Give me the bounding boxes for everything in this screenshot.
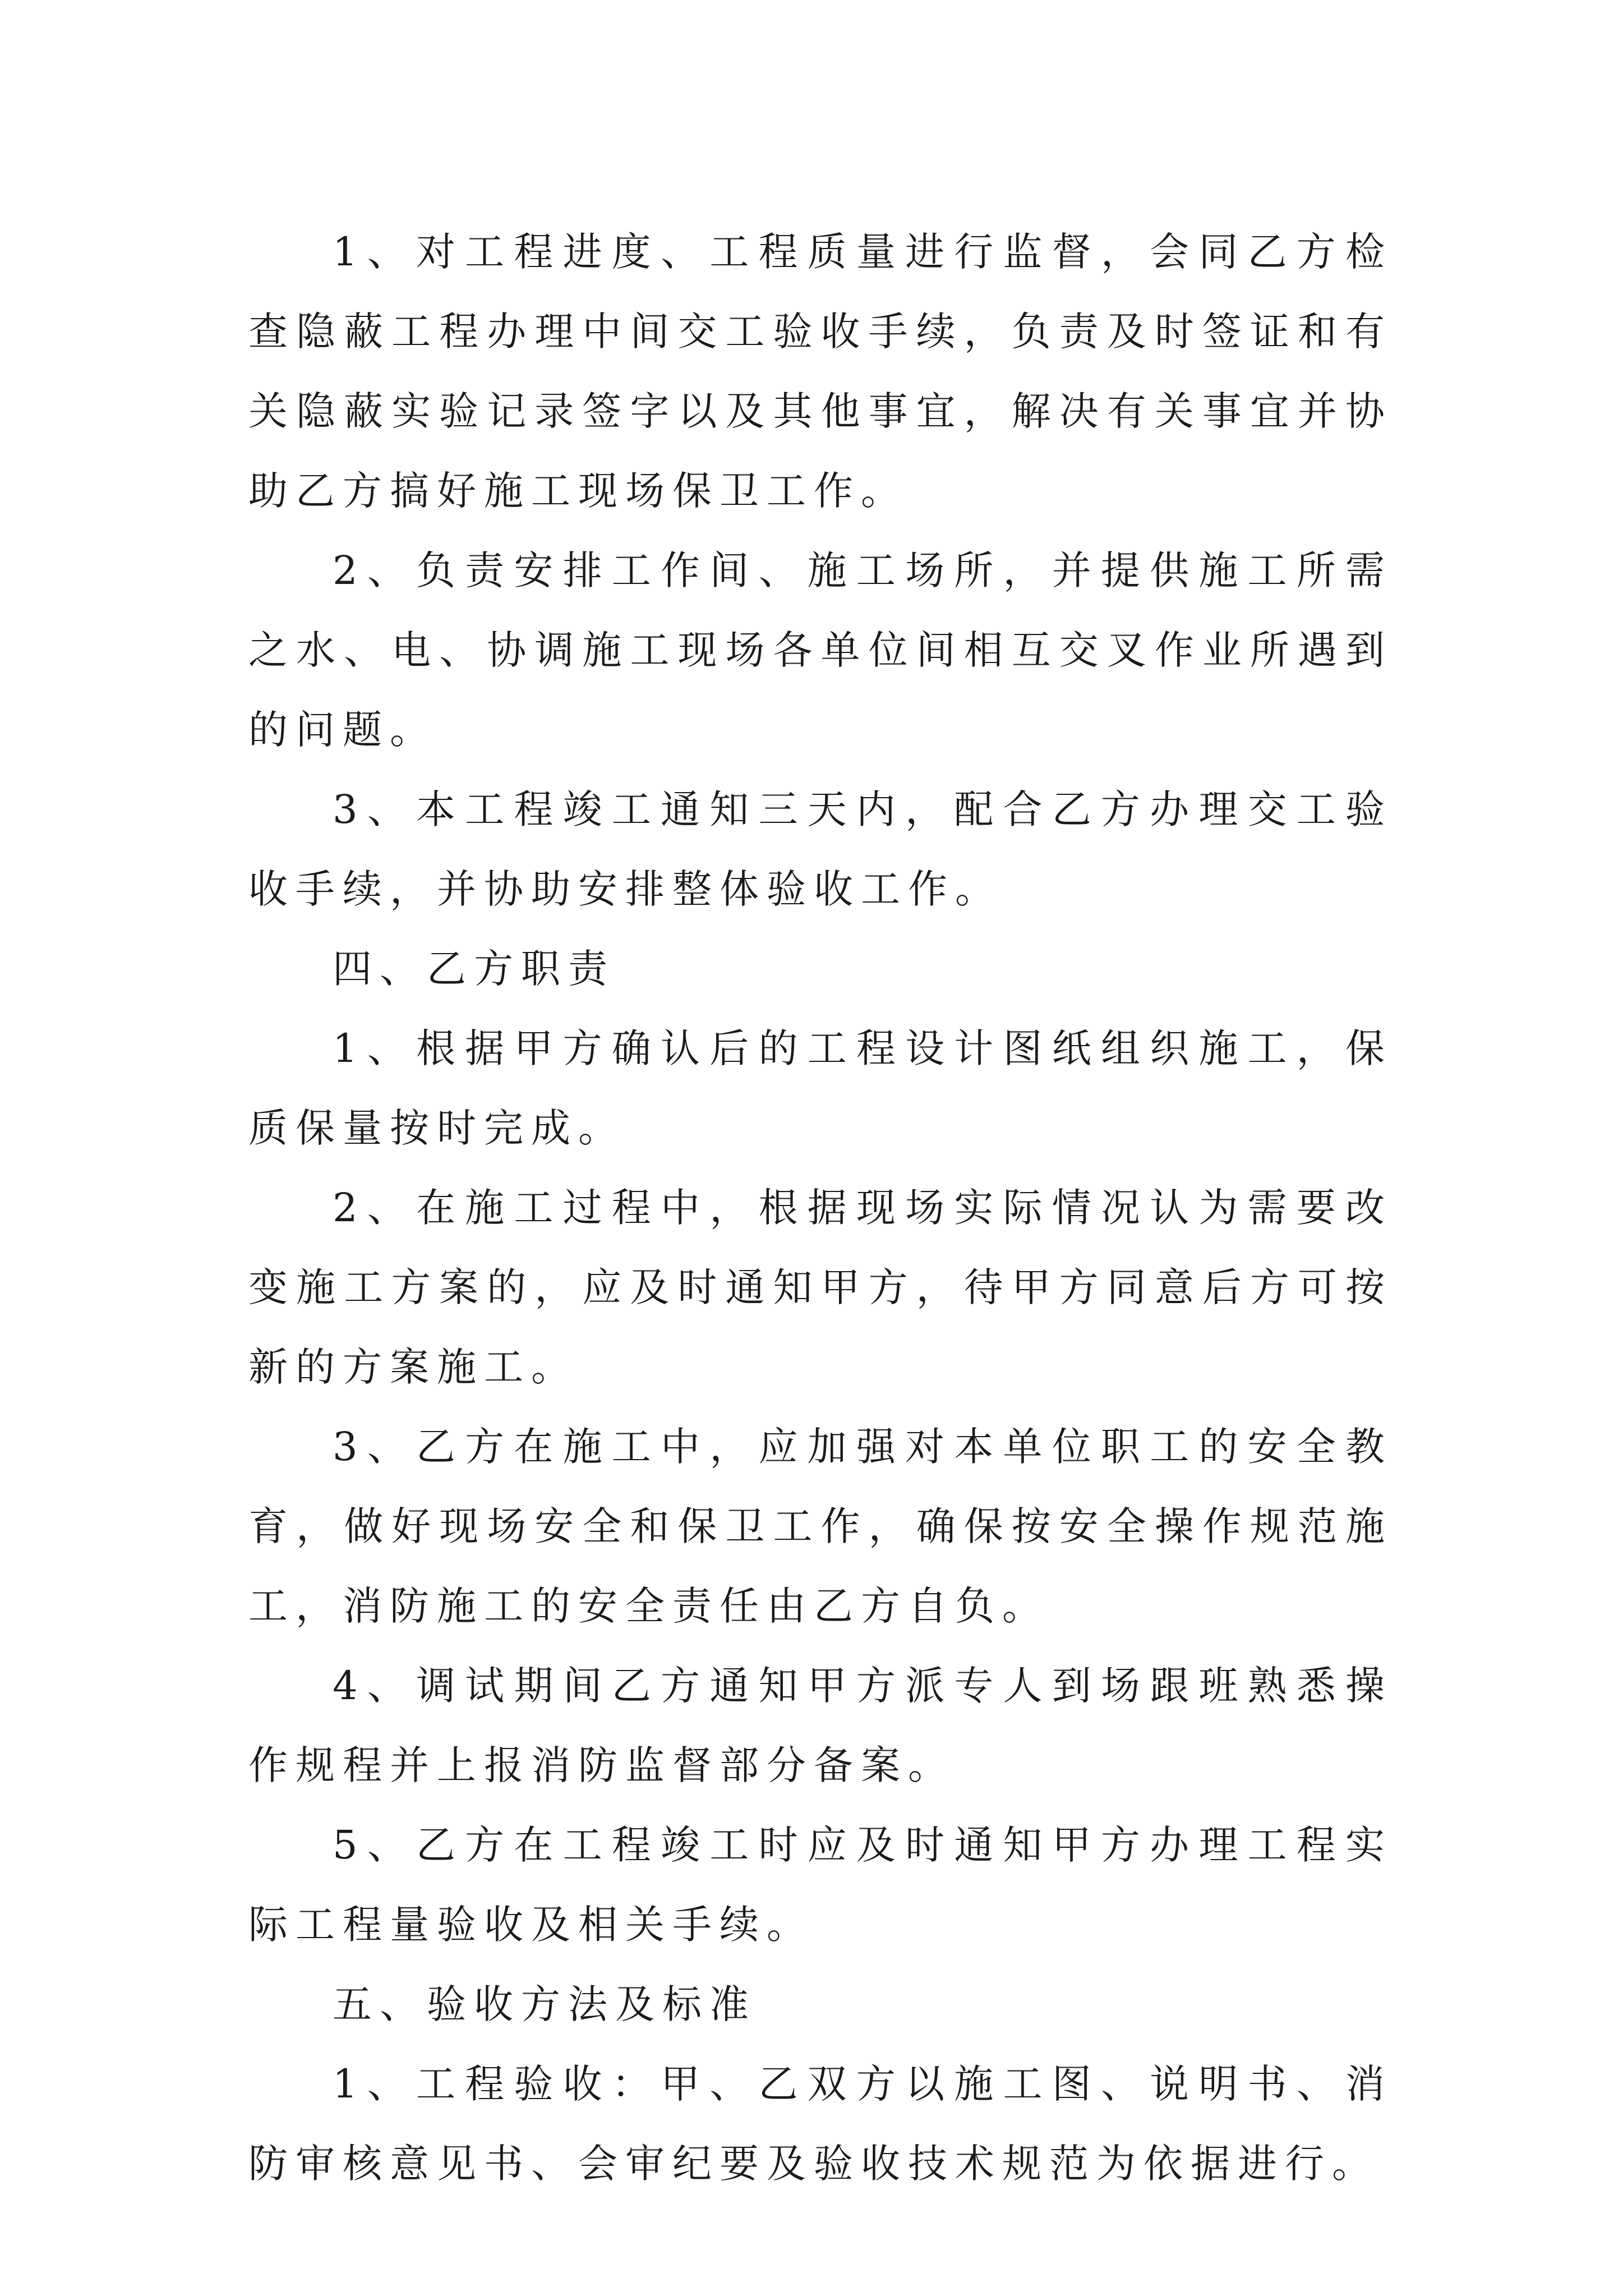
document-body <box>248 212 1393 2203</box>
paragraph-acceptance-1: 1、工程验收：甲、乙双方以施工图、说明书、消防审核意见书、会审纪要及验收技术规范为依据进行。 <box>248 2061 1393 2187</box>
paragraph-party-b-duty-5: 5、乙方在工程竣工时应及时通知甲方办理工程实际工程量验收及相关手续。 <box>248 1822 1393 1948</box>
paragraph-party-b-duty-2: 2、在施工过程中，根据现场实际情况认为需要改变施工方案的，应及时通知甲方，待甲方同意后方可按新的方案施工。 <box>248 1185 1393 1390</box>
section-heading-party-b-duties: 四、乙方职责 <box>333 946 615 992</box>
paragraph-party-b-duty-4: 4、调试期间乙方通知甲方派专人到场跟班熟悉操作规程并上报消防监督部分备案。 <box>248 1663 1393 1788</box>
paragraph-party-b-duty-1: 1、根据甲方确认后的工程设计图纸组织施工，保质保量按时完成。 <box>248 1025 1393 1151</box>
paragraph-party-b-duty-3: 3、乙方在施工中，应加强对本单位职工的安全教育，做好现场安全和保卫工作，确保按安全操作规范施工，消防施工的安全责任由乙方自负。 <box>248 1424 1393 1629</box>
section-heading-acceptance: 五、验收方法及标准 <box>333 1981 757 2027</box>
paragraph-party-a-duty-1: 1、对工程进度、工程质量进行监督，会同乙方检查隐蔽工程办理中间交工验收手续，负责及时签证和有关隐蔽实验记录签字以及其他事宜，解决有关事宜并协助乙方搞好施工现场保卫工作。 <box>248 229 1393 514</box>
paragraph-party-a-duty-2: 2、负责安排工作间、施工场所，并提供施工所需之水、电、协调施工现场各单位间相互交叉作业所遇到的问题。 <box>248 547 1393 753</box>
paragraph-party-a-duty-3: 3、本工程竣工通知三天内，配合乙方办理交工验收手续，并协助安排整体验收工作。 <box>248 786 1393 912</box>
